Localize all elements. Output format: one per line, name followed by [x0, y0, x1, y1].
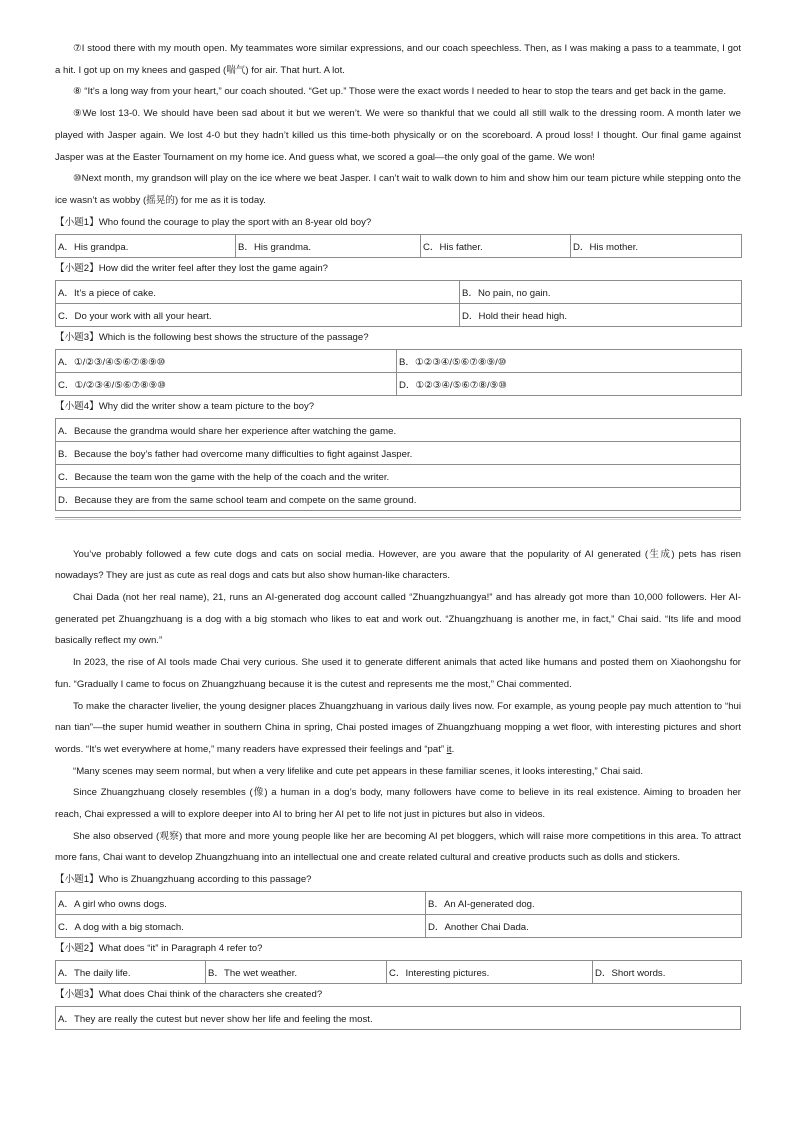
- options-table: [55, 1006, 741, 1030]
- question-stem: 【小题2】How did the writer feel after they lost the game again?: [55, 262, 329, 274]
- option-a[interactable]: A．They are really the cutest but never show her life and feeling the most.: [56, 1007, 741, 1030]
- option-d[interactable]: D．Because they are from the same school team and compete on the same ground.: [56, 487, 741, 510]
- question-stem: 【小题3】What does Chai think of the characters she created?: [55, 989, 323, 1001]
- paragraph-7: ⑦I stood there with my mouth open. My teammates wore similar expressions, and our coach speechless. Then, as I was making a pass to a teammate, I got a hit. I got up on my knees and gasped (喘气) for air. That hurt. A lot.: [55, 43, 741, 76]
- paragraph-4-text: To make the character livelier, the young designer places Zhuangzhuang in various daily lives now. For example, as young people pay much attention to “hui nan tian”—the super humid weather in southern China in spring, Chai posted images of Zhuangzhuang mopping a wet floor, with interesting pictures and short words. “It’s wet everywhere at home,” many readers have expressed their feelings and “pat”: [55, 700, 741, 755]
- option-b[interactable]: B．①②③④/⑤⑥⑦⑧⑨/⑩: [397, 349, 742, 372]
- question-stem: 【小题1】Who found the courage to play the sport with an 8-year old boy?: [55, 216, 372, 228]
- options-table: [55, 349, 742, 396]
- option-d[interactable]: D．①②③④/⑤⑥⑦⑧/⑨⑩: [397, 372, 742, 395]
- option-a[interactable]: A．The daily life.: [56, 961, 206, 984]
- question-stem: 【小题4】Why did the writer show a team picture to the boy?: [55, 400, 315, 412]
- paragraph-9: ⑨We lost 13-0. We should have been sad about it but we weren’t. We were so thankful that we could all still walk to the dressing room. A month later we played with Jasper again. We lost 4-0 but they hadn’t killed us this time-both physically or on the scoreboard. A proud loss! I thought. Our final game against Jasper was at the Easter Tournament on my home ice. And guess what, we scored a goal—the only goal of the game. We won!: [55, 108, 741, 163]
- options-table: [55, 960, 742, 984]
- underlined-word: it: [446, 743, 452, 755]
- option-c[interactable]: C．His father.: [421, 234, 571, 257]
- option-a[interactable]: A．①/②③/④⑤⑥⑦⑧⑨⑩: [56, 349, 397, 372]
- options-table: [55, 418, 741, 511]
- passage-1: [55, 38, 741, 212]
- paragraph-1: You’ve probably followed a few cute dogs and cats on social media. However, are you aware that the popularity of AI generated (生成) pets has risen nowadays? They are just as cute as real dogs and cats but also show human-like characters.: [55, 548, 741, 582]
- section-gap: [55, 520, 741, 544]
- option-d[interactable]: D．His mother.: [571, 234, 742, 257]
- option-a[interactable]: A．His grandpa.: [56, 234, 236, 257]
- option-a[interactable]: A．It’s a piece of cake.: [56, 280, 460, 303]
- option-c[interactable]: C．A dog with a big stomach.: [56, 915, 426, 938]
- option-d[interactable]: D．Hold their head high.: [460, 303, 742, 326]
- question-stem: 【小题3】Which is the following best shows the structure of the passage?: [55, 331, 369, 343]
- worksheet-page: [55, 38, 741, 1030]
- paragraph-3: In 2023, the rise of AI tools made Chai very curious. She used it to generate different animals that acted like humans and posted them on Xiaohongshu for fun. “Gradually I came to focus on Zhuangzhuang because it is the cutest and represents me the most,” Chai commented.: [55, 657, 741, 690]
- paragraph-4-end: .: [451, 743, 455, 755]
- paragraph-7: She also observed (观察) that more and more young people like her are becoming AI pet bloggers, which will raise more competitions in this area. To attract more fans, Chai want to develop Zhuangzhuang into an intellectual one and create related cultural and creative products such as dolls and stickers.: [55, 830, 741, 864]
- option-c[interactable]: C．Do your work with all your heart.: [56, 303, 460, 326]
- paragraph-5: “Many scenes may seem normal, but when a very lifelike and cute pet appears in these familiar scenes, it looks interesting,” Chai said.: [73, 765, 644, 777]
- option-a[interactable]: A．Because the grandma would share her experience after watching the game.: [56, 418, 741, 441]
- option-d[interactable]: D．Another Chai Dada.: [426, 915, 742, 938]
- paragraph-4: [55, 696, 741, 761]
- question-stem: 【小题2】What does “it” in Paragraph 4 refer to?: [55, 943, 263, 955]
- option-b[interactable]: B．His grandma.: [236, 234, 421, 257]
- option-a[interactable]: A．A girl who owns dogs.: [56, 892, 426, 915]
- option-c[interactable]: C．①/②③④/⑤⑥⑦⑧⑨⑩: [56, 372, 397, 395]
- passage-2: [55, 544, 741, 870]
- question-stem: 【小题1】Who is Zhuangzhuang according to this passage?: [55, 874, 312, 886]
- option-b[interactable]: B．An AI-generated dog.: [426, 892, 742, 915]
- option-b[interactable]: B．No pain, no gain.: [460, 280, 742, 303]
- paragraph-8: ⑧ “It’s a long way from your heart,” our coach shouted. “Get up.” Those were the exact words I needed to hear to stop the tears and get back in the game.: [73, 86, 726, 98]
- option-c[interactable]: C．Interesting pictures.: [387, 961, 593, 984]
- option-b[interactable]: B．The wet weather.: [206, 961, 387, 984]
- option-c[interactable]: C．Because the team won the game with the help of the coach and the writer.: [56, 464, 741, 487]
- paragraph-10: ⑩Next month, my grandson will play on the ice where we beat Jasper. I can’t wait to walk down to him and show him our team picture while stepping onto the ice wasn’t as wobby (摇晃的) for me as it is today.: [55, 173, 741, 206]
- options-table: [55, 280, 742, 327]
- option-b[interactable]: B．Because the boy’s father had overcome many difficulties to fight against Jasper.: [56, 441, 741, 464]
- option-d[interactable]: D．Short words.: [593, 961, 742, 984]
- options-table: [55, 891, 742, 938]
- options-table: [55, 234, 742, 258]
- paragraph-2: Chai Dada (not her real name), 21, runs an AI-generated dog account called “Zhuangzhuangya!” and has already got more than 10,000 followers. Her AI-generated pet Zhuangzhuang is a dog with a big stomach who likes to eat and work out. “Zhuangzhuang is another me, in fact,” Chai said. “Its life and mood basically reflect my own.”: [55, 592, 741, 647]
- paragraph-6: Since Zhuangzhuang closely resembles (像) a human in a dog’s body, many followers have come to believe in its real existence. Aiming to broaden her reach, Chai expressed a will to explore deeper into AI to bring her AI pet to life not just in pictures but also in videos.: [55, 787, 741, 821]
